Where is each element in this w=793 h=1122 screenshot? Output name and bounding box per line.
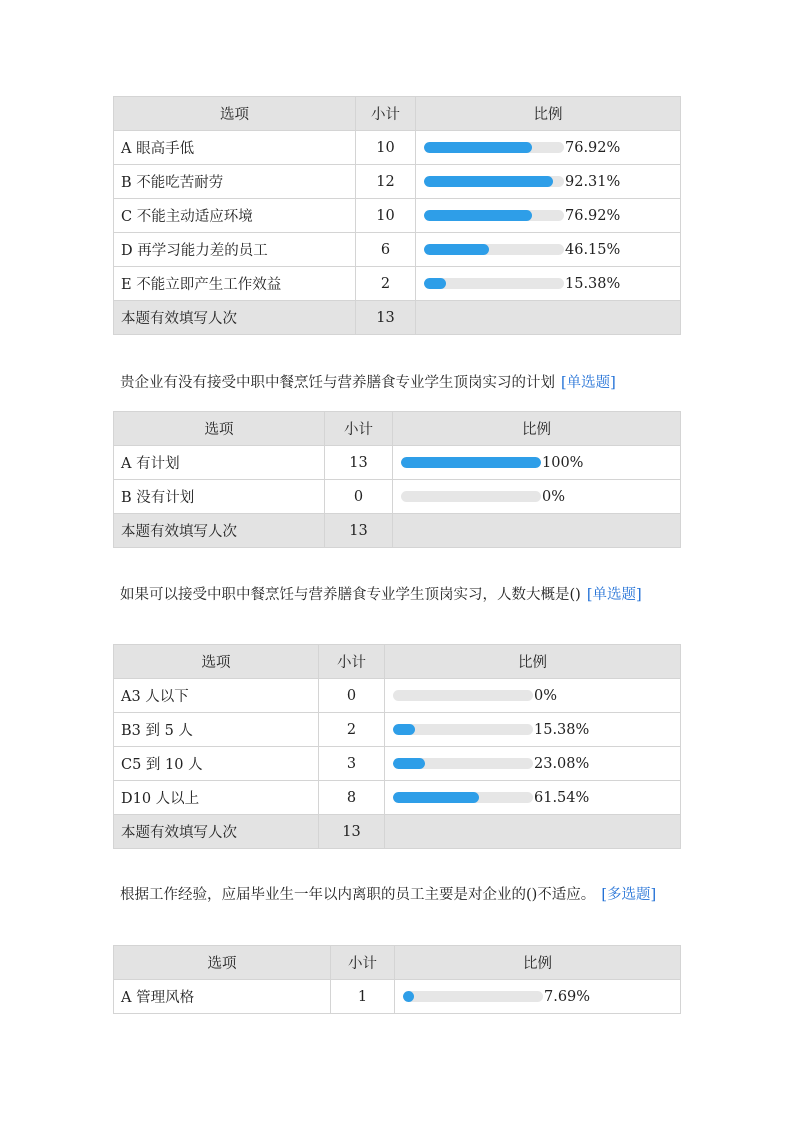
option-label: A 眼高手低 [114,131,356,165]
header-ratio: 比例 [395,946,681,980]
table-row [114,446,681,480]
total-row [114,815,681,849]
percent-label: 76.92% [565,207,621,224]
ratio-wrap [416,140,680,156]
progress-fill [424,142,532,153]
table-row [114,199,681,233]
progress-track [424,176,564,187]
progress-fill [393,724,415,735]
total-count: 13 [356,301,416,335]
total-label: 本题有效填写人次 [114,301,356,335]
ratio-wrap [395,989,680,1005]
option-label: E 不能立即产生工作效益 [114,267,356,301]
total-empty [385,815,681,849]
option-count: 6 [356,233,416,267]
progress-track [401,491,541,502]
option-label: A 有计划 [114,446,325,480]
progress-track [424,244,564,255]
ratio-cell [385,781,681,815]
total-empty [416,301,681,335]
header-option: 选项 [114,97,356,131]
percent-label: 92.31% [565,173,621,190]
table-header-row [114,645,681,679]
option-label: A3 人以下 [114,679,319,713]
table-header-row [114,412,681,446]
percent-label: 46.15% [565,241,621,258]
table-row [114,233,681,267]
ratio-cell [416,233,681,267]
table-row [114,713,681,747]
percent-label: 61.54% [534,789,590,806]
option-count: 3 [319,747,385,781]
header-count: 小计 [356,97,416,131]
q2-table [113,411,681,548]
ratio-wrap [393,489,680,505]
option-count: 10 [356,199,416,233]
table-row [114,267,681,301]
table-row [114,781,681,815]
progress-track [393,724,533,735]
table-row [114,480,681,514]
percent-label: 76.92% [565,139,621,156]
header-count: 小计 [331,946,395,980]
ratio-wrap [385,722,680,738]
option-count: 2 [356,267,416,301]
ratio-cell [416,165,681,199]
option-label: B 没有计划 [114,480,325,514]
percent-label: 15.38% [565,275,621,292]
option-count: 0 [319,679,385,713]
option-count: 0 [325,480,393,514]
progress-track [393,690,533,701]
progress-fill [424,244,489,255]
q1-table [113,96,681,335]
ratio-wrap [416,276,680,292]
total-empty [393,514,681,548]
option-label: C 不能主动适应环境 [114,199,356,233]
table-row [114,679,681,713]
progress-fill [403,991,414,1002]
percent-label: 0% [542,488,566,505]
option-label: D 再学习能力差的员工 [114,233,356,267]
percent-label: 7.69% [544,988,591,1005]
progress-fill [393,792,479,803]
progress-track [401,457,541,468]
option-count: 8 [319,781,385,815]
q4-question-text: 根据工作经验，应届毕业生一年以内离职的员工主要是对企业的()不适应。 [120,887,596,903]
table-row [114,980,681,1014]
q3-table [113,644,681,849]
progress-track [393,758,533,769]
q2-type-link[interactable]: [单选题] [561,375,616,391]
option-count: 10 [356,131,416,165]
table-row [114,747,681,781]
option-label: B3 到 5 人 [114,713,319,747]
ratio-cell [416,199,681,233]
ratio-cell [385,679,681,713]
header-option: 选项 [114,946,331,980]
total-row [114,301,681,335]
header-option: 选项 [114,412,325,446]
total-count: 13 [319,815,385,849]
q4-type-link[interactable]: [多选题] [601,887,657,903]
percent-label: 100% [542,454,584,471]
q2-question-text: 贵企业有没有接受中职中餐烹饪与营养膳食专业学生顶岗实习的计划 [120,375,555,391]
progress-fill [393,758,425,769]
progress-track [403,991,543,1002]
q3-question-text: 如果可以接受中职中餐烹饪与营养膳食专业学生顶岗实习，人数大概是() [120,587,581,603]
progress-fill [424,210,532,221]
option-label: C5 到 10 人 [114,747,319,781]
ratio-cell [385,713,681,747]
header-count: 小计 [325,412,393,446]
total-label: 本题有效填写人次 [114,514,325,548]
ratio-cell [393,480,681,514]
header-ratio: 比例 [393,412,681,446]
ratio-cell [416,267,681,301]
total-label: 本题有效填写人次 [114,815,319,849]
header-ratio: 比例 [416,97,681,131]
ratio-wrap [416,174,680,190]
header-option: 选项 [114,645,319,679]
total-row [114,514,681,548]
option-label: B 不能吃苦耐劳 [114,165,356,199]
q2-title [120,372,680,394]
q3-title [120,584,680,606]
progress-track [424,278,564,289]
ratio-wrap [385,688,680,704]
progress-track [424,142,564,153]
option-count: 12 [356,165,416,199]
ratio-wrap [393,455,680,471]
progress-track [393,792,533,803]
ratio-wrap [416,208,680,224]
table-header-row [114,97,681,131]
option-count: 13 [325,446,393,480]
q4-title [120,884,680,906]
percent-label: 23.08% [534,755,590,772]
ratio-cell [395,980,681,1014]
table-row [114,165,681,199]
q4-table [113,945,681,1014]
progress-track [424,210,564,221]
progress-fill [424,176,553,187]
percent-label: 0% [534,687,558,704]
option-label: A 管理风格 [114,980,331,1014]
option-label: D10 人以上 [114,781,319,815]
ratio-wrap [385,790,680,806]
header-ratio: 比例 [385,645,681,679]
percent-label: 15.38% [534,721,590,738]
progress-fill [401,457,541,468]
ratio-cell [393,446,681,480]
ratio-wrap [385,756,680,772]
table-row [114,131,681,165]
q3-type-link[interactable]: [单选题] [586,587,642,603]
option-count: 2 [319,713,385,747]
ratio-wrap [416,242,680,258]
ratio-cell [416,131,681,165]
progress-fill [424,278,446,289]
table-header-row [114,946,681,980]
header-count: 小计 [319,645,385,679]
option-count: 1 [331,980,395,1014]
total-count: 13 [325,514,393,548]
ratio-cell [385,747,681,781]
